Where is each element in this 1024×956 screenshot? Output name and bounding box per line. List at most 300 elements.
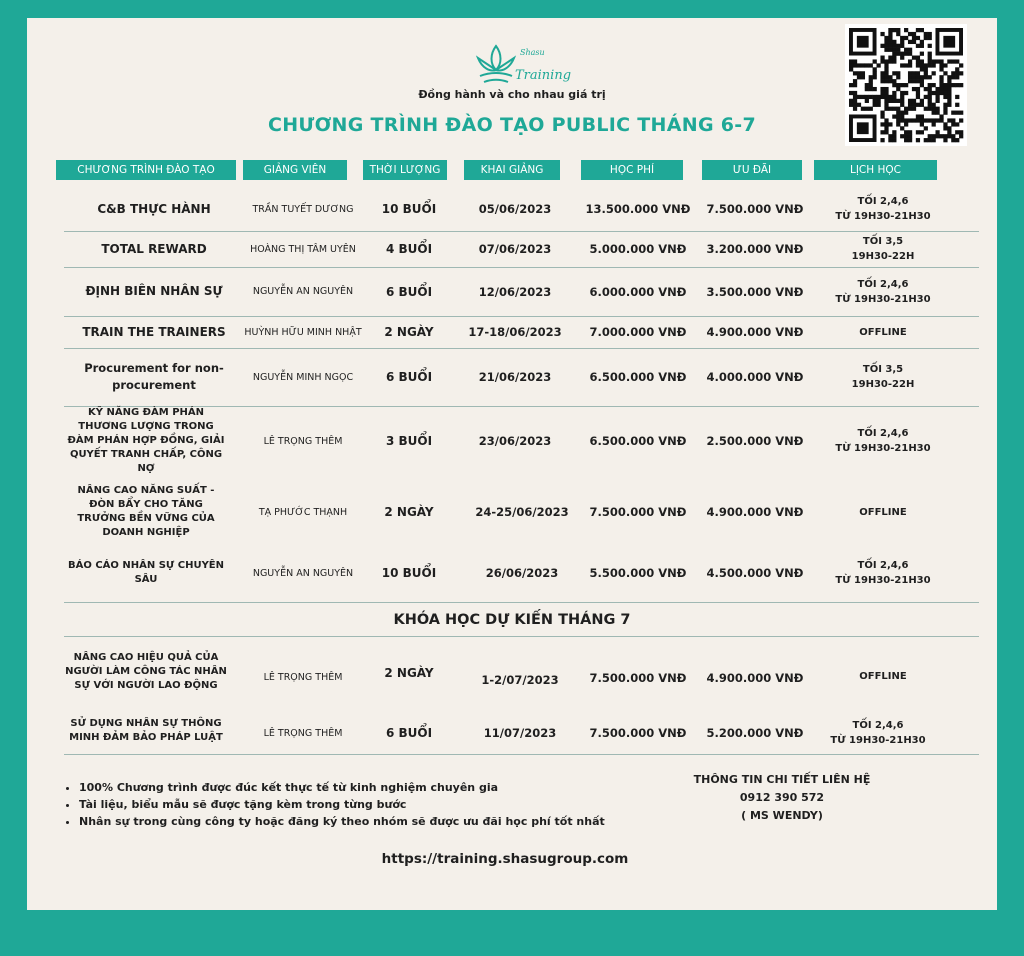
qr-module bbox=[861, 71, 865, 75]
qr-module bbox=[888, 56, 892, 60]
schedule-time: TỪ 19H30-21H30 bbox=[835, 575, 931, 586]
qr-module bbox=[928, 32, 932, 36]
list-item: • 100% Chương trình được đúc kết thực tế từ kinh nghiệm chuyên gia bbox=[79, 779, 639, 796]
qr-module bbox=[896, 71, 900, 75]
contact-phone[interactable]: 0912 390 572 bbox=[739, 791, 825, 804]
header-program: CHƯƠNG TRÌNH ĐÀO TẠO bbox=[56, 160, 236, 180]
table-row-offer: 4.000.000 VNĐ bbox=[706, 370, 804, 384]
row-divider bbox=[64, 602, 979, 603]
qr-module bbox=[924, 71, 928, 75]
qr-module bbox=[912, 36, 916, 40]
schedule-days: OFFLINE bbox=[859, 506, 907, 518]
qr-module bbox=[888, 36, 892, 40]
qr-module bbox=[873, 71, 877, 75]
qr-module bbox=[880, 75, 884, 79]
qr-module bbox=[884, 79, 888, 83]
table-row-start: 26/06/2023 bbox=[485, 566, 559, 580]
qr-module bbox=[924, 75, 928, 79]
section-title-july: KHÓA HỌC DỰ KIẾN THÁNG 7 bbox=[393, 612, 631, 628]
qr-module bbox=[955, 59, 959, 63]
qr-module bbox=[912, 71, 916, 75]
qr-module bbox=[908, 52, 912, 56]
header-schedule: LỊCH HỌC bbox=[814, 160, 937, 180]
table-row-start: 07/06/2023 bbox=[478, 242, 552, 256]
qr-module bbox=[908, 32, 912, 36]
qr-module bbox=[896, 48, 900, 52]
qr-module bbox=[904, 48, 908, 52]
qr-module bbox=[904, 107, 908, 111]
table-row-start: 05/06/2023 bbox=[478, 202, 552, 216]
table-row-schedule bbox=[817, 188, 949, 230]
table-row-lecturer: LÊ TRỌNG THÊM bbox=[263, 671, 343, 683]
header-offer: ƯU ĐÃI bbox=[702, 160, 802, 180]
schedule-time: 19H30-22H bbox=[851, 379, 915, 390]
qr-module bbox=[912, 103, 916, 107]
qr-module bbox=[935, 107, 939, 111]
qr-module bbox=[928, 63, 932, 67]
qr-module bbox=[924, 138, 928, 142]
qr-module bbox=[955, 67, 959, 71]
qr-module bbox=[916, 28, 920, 32]
qr-module bbox=[951, 75, 955, 79]
header-duration: THỜI LƯỢNG bbox=[363, 160, 447, 180]
qr-module bbox=[865, 63, 869, 67]
header-start: KHAI GIẢNG bbox=[464, 160, 560, 180]
qr-module bbox=[904, 83, 908, 87]
table-row-offer: 4.900.000 VNĐ bbox=[706, 505, 804, 519]
qr-module bbox=[912, 32, 916, 36]
table-row-fee: 13.500.000 VNĐ bbox=[585, 202, 691, 216]
table-row-duration: 3 BUỔI bbox=[385, 434, 433, 448]
qr-module bbox=[959, 63, 963, 67]
qr-module bbox=[920, 67, 924, 71]
qr-module bbox=[857, 75, 861, 79]
qr-module bbox=[943, 36, 955, 48]
table-row-fee: 7.500.000 VNĐ bbox=[589, 726, 687, 740]
qr-module bbox=[916, 56, 920, 60]
schedule-time: 19H30-22H bbox=[851, 251, 915, 262]
qr-module bbox=[904, 52, 908, 56]
qr-module bbox=[896, 107, 900, 111]
table-row-schedule bbox=[817, 710, 939, 756]
qr-module bbox=[892, 107, 896, 111]
qr-module bbox=[939, 63, 943, 67]
qr-module bbox=[900, 40, 904, 44]
table-row-lecturer: NGUYỄN AN NGUYÊN bbox=[252, 567, 354, 579]
qr-module bbox=[900, 56, 904, 60]
qr-module bbox=[873, 67, 877, 71]
qr-module bbox=[908, 79, 912, 83]
tagline: Đồng hành và cho nhau giá trị bbox=[418, 88, 606, 101]
qr-module bbox=[928, 36, 932, 40]
table-row-duration: 10 BUỔI bbox=[381, 202, 437, 216]
table-row-offer: 2.500.000 VNĐ bbox=[706, 434, 804, 448]
table-row-offer: 4.900.000 VNĐ bbox=[706, 325, 804, 339]
table-row-schedule bbox=[817, 407, 949, 475]
qr-module bbox=[853, 59, 857, 63]
qr-module bbox=[904, 28, 908, 32]
schedule-time: TỪ 19H30-21H30 bbox=[835, 443, 931, 454]
qr-module bbox=[924, 32, 928, 36]
qr-module bbox=[928, 59, 932, 63]
schedule-days: OFFLINE bbox=[859, 326, 907, 338]
logo-small-text: Shasu bbox=[520, 48, 545, 57]
qr-module bbox=[861, 63, 865, 67]
qr-module bbox=[939, 59, 943, 63]
qr-module bbox=[880, 71, 884, 75]
schedule-days: OFFLINE bbox=[859, 670, 907, 682]
qr-module bbox=[908, 71, 912, 75]
qr-module bbox=[849, 67, 853, 71]
schedule-days: TỐI 2,4,6 bbox=[852, 720, 904, 731]
qr-module bbox=[873, 103, 877, 107]
qr-module bbox=[924, 67, 928, 71]
notes-list bbox=[65, 779, 639, 830]
table-row-duration: 10 BUỔI bbox=[381, 566, 437, 580]
qr-module bbox=[912, 40, 916, 44]
table-row-offer: 3.500.000 VNĐ bbox=[706, 284, 804, 299]
qr-module bbox=[884, 40, 888, 44]
qr-module bbox=[943, 107, 947, 111]
table-row-fee: 6.500.000 VNĐ bbox=[589, 370, 687, 384]
qr-module bbox=[849, 83, 853, 87]
qr-module bbox=[869, 63, 873, 67]
qr-module bbox=[955, 103, 959, 107]
schedule-days: TỐI 2,4,6 bbox=[857, 428, 909, 439]
table-row-schedule bbox=[817, 232, 949, 266]
qr-module bbox=[943, 138, 947, 142]
table-row-fee: 7.500.000 VNĐ bbox=[589, 505, 687, 519]
qr-module bbox=[888, 48, 892, 52]
qr-module bbox=[865, 107, 869, 111]
qr-module bbox=[908, 59, 912, 63]
schedule-time: TỪ 19H30-21H30 bbox=[835, 293, 931, 305]
table-row-schedule bbox=[817, 638, 949, 714]
qr-module bbox=[849, 63, 853, 67]
table-row-schedule bbox=[817, 546, 949, 600]
table-row-lecturer: TẠ PHƯỚC THẠNH bbox=[258, 506, 348, 518]
qr-module bbox=[959, 83, 963, 87]
qr-module bbox=[892, 79, 896, 83]
table-row-duration: 2 NGÀY bbox=[384, 666, 434, 680]
table-row-name: SỬ DỤNG NHÂN SỰ THÔNG MINH ĐẢM BẢO PHÁP LUẬT bbox=[69, 718, 223, 743]
qr-module bbox=[861, 107, 865, 111]
qr-module bbox=[920, 75, 924, 79]
qr-module bbox=[849, 59, 853, 63]
qr-module bbox=[884, 75, 888, 79]
qr-module bbox=[916, 36, 920, 40]
table-row-offer: 3.200.000 VNĐ bbox=[706, 242, 804, 256]
qr-module bbox=[935, 59, 939, 63]
page-title: CHƯƠNG TRÌNH ĐÀO TẠO PUBLIC THÁNG 6-7 bbox=[267, 114, 756, 136]
qr-module bbox=[916, 75, 920, 79]
qr-module bbox=[884, 44, 888, 48]
table-row-lecturer: NGUYỄN MINH NGỌC bbox=[252, 371, 354, 383]
qr-module bbox=[904, 138, 908, 142]
qr-module bbox=[939, 83, 943, 87]
table-row-start: 1-2/07/2023 bbox=[481, 673, 559, 687]
table-row-schedule bbox=[817, 482, 949, 542]
qr-module bbox=[928, 83, 932, 87]
qr-module bbox=[908, 63, 912, 67]
schedule-days: TỐI 2,4,6 bbox=[857, 560, 909, 571]
qr-module bbox=[951, 138, 955, 142]
qr-module bbox=[869, 79, 873, 83]
qr-module bbox=[888, 138, 892, 142]
qr-module bbox=[916, 79, 920, 83]
qr-module bbox=[884, 36, 888, 40]
qr-module bbox=[892, 44, 896, 48]
table-row-lecturer: HOÀNG THỊ TÂM UYÊN bbox=[250, 243, 356, 255]
qr-module bbox=[900, 103, 904, 107]
header-lecturer: GIẢNG VIÊN bbox=[243, 160, 347, 180]
qr-module bbox=[888, 59, 892, 63]
qr-module bbox=[880, 44, 884, 48]
qr-module bbox=[884, 48, 888, 52]
qr-module bbox=[900, 44, 904, 48]
qr-module bbox=[892, 59, 896, 63]
qr-module bbox=[869, 107, 873, 111]
table-row-lecturer: LÊ TRỌNG THÊM bbox=[263, 435, 343, 447]
qr-module bbox=[916, 103, 920, 107]
table-row-offer: 5.200.000 VNĐ bbox=[706, 726, 804, 740]
table-row-start: 17-18/06/2023 bbox=[468, 325, 562, 339]
qr-module bbox=[857, 103, 861, 107]
qr-module bbox=[924, 107, 928, 111]
qr-module bbox=[908, 75, 912, 79]
qr-module bbox=[884, 71, 888, 75]
table-row-schedule bbox=[817, 349, 949, 405]
qr-module bbox=[861, 75, 865, 79]
qr-module bbox=[916, 63, 920, 67]
qr-module bbox=[947, 103, 951, 107]
qr-module bbox=[908, 107, 912, 111]
qr-module bbox=[928, 107, 932, 111]
table-row-lecturer: TRẦN TUYẾT DƯƠNG bbox=[252, 203, 354, 215]
qr-module bbox=[920, 44, 924, 48]
qr-module bbox=[912, 107, 916, 111]
qr-module bbox=[892, 71, 896, 75]
qr-module bbox=[908, 103, 912, 107]
qr-module bbox=[884, 63, 888, 67]
table-row-offer: 7.500.000 VNĐ bbox=[706, 202, 804, 216]
table-row-name: NÂNG CAO HIỆU QUẢ CỦA NGƯỜI LÀM CÔNG TÁC NHÂN SỰ VỚI NGƯỜI LAO ĐỘNG bbox=[65, 652, 227, 691]
qr-module bbox=[888, 79, 892, 83]
qr-module bbox=[857, 36, 869, 48]
qr-module bbox=[888, 44, 892, 48]
qr-module bbox=[888, 40, 892, 44]
qr-module bbox=[865, 83, 869, 87]
contact-person: ( MS WENDY) bbox=[741, 809, 823, 822]
qr-module bbox=[955, 138, 959, 142]
qr-module bbox=[888, 75, 892, 79]
qr-module bbox=[947, 75, 951, 79]
schedule-days: TỐI 2,4,6 bbox=[857, 196, 909, 207]
table-row-duration: 6 BUỔI bbox=[385, 726, 433, 740]
table-row-fee: 6.000.000 VNĐ bbox=[589, 284, 687, 299]
qr-module bbox=[920, 40, 924, 44]
qr-module bbox=[900, 52, 904, 56]
qr-module bbox=[939, 75, 943, 79]
qr-module bbox=[916, 71, 920, 75]
table-row-fee: 5.500.000 VNĐ bbox=[589, 566, 687, 580]
table-row-fee: 7.500.000 VNĐ bbox=[589, 671, 687, 685]
table-row-name: ĐỊNH BIÊN NHÂN SỰ bbox=[85, 284, 223, 298]
shasu-training-logo bbox=[472, 40, 572, 92]
table-row-start: 11/07/2023 bbox=[483, 726, 557, 740]
table-row-lecturer: LÊ TRỌNG THÊM bbox=[263, 727, 343, 739]
qr-module bbox=[928, 52, 932, 56]
qr-module bbox=[912, 56, 916, 60]
contact-heading: THÔNG TIN CHI TIẾT LIÊN HỆ bbox=[693, 773, 871, 786]
qr-module bbox=[892, 56, 896, 60]
qr-module bbox=[853, 63, 857, 67]
qr-module bbox=[959, 71, 963, 75]
table-row-offer: 4.900.000 VNĐ bbox=[706, 671, 804, 685]
qr-module bbox=[877, 103, 881, 107]
qr-module bbox=[932, 107, 936, 111]
qr-module bbox=[932, 83, 936, 87]
qr-module bbox=[932, 63, 936, 67]
table-row-name: TRAIN THE TRAINERS bbox=[82, 324, 226, 339]
qr-module bbox=[928, 103, 932, 107]
qr-module bbox=[857, 71, 861, 75]
qr-module bbox=[892, 138, 896, 142]
table-row-name: TOTAL REWARD bbox=[101, 241, 207, 256]
schedule-days: TỐI 3,5 bbox=[862, 236, 904, 247]
table-row-name: KỸ NĂNG ĐÀM PHÁN THƯƠNG LƯỢNG TRONG ĐÀM PHÁN HỢP ĐỒNG, GIẢI QUYẾT TRANH CHẤP, CÔNG NỢ bbox=[67, 407, 225, 474]
qr-module bbox=[924, 63, 928, 67]
qr-module bbox=[955, 75, 959, 79]
qr-module bbox=[884, 103, 888, 107]
qr-module bbox=[920, 28, 924, 32]
qr-module bbox=[928, 56, 932, 60]
table-row-name: Procurement for non-procurement bbox=[84, 361, 224, 392]
website-link[interactable]: https://training.shasugroup.com bbox=[381, 851, 629, 867]
qr-module bbox=[884, 67, 888, 71]
table-row-lecturer: HUỲNH HỮU MINH NHẬT bbox=[244, 326, 362, 338]
qr-module bbox=[916, 59, 920, 63]
qr-module bbox=[888, 107, 892, 111]
qr-module bbox=[880, 79, 884, 83]
qr-module bbox=[920, 59, 924, 63]
row-divider bbox=[64, 754, 979, 755]
qr-module bbox=[896, 28, 900, 32]
qr-module bbox=[904, 36, 908, 40]
table-row-start: 12/06/2023 bbox=[478, 284, 552, 299]
qr-module bbox=[943, 71, 947, 75]
qr-module bbox=[908, 40, 912, 44]
qr-module bbox=[920, 83, 924, 87]
qr-module bbox=[955, 71, 959, 75]
qr-module bbox=[920, 63, 924, 67]
qr-module bbox=[951, 83, 955, 87]
qr-module bbox=[884, 107, 888, 111]
qr-module bbox=[849, 103, 853, 107]
qr-module bbox=[951, 59, 955, 63]
poster-panel bbox=[27, 18, 997, 910]
table-row-duration: 4 BUỔI bbox=[385, 242, 433, 256]
table-row-duration: 6 BUỔI bbox=[385, 284, 433, 299]
qr-module bbox=[943, 63, 947, 67]
table-row-schedule bbox=[817, 268, 949, 315]
qr-module bbox=[880, 59, 884, 63]
schedule-time: TỪ 19H30-21H30 bbox=[830, 735, 926, 746]
qr-module bbox=[888, 32, 892, 36]
qr-module bbox=[892, 48, 896, 52]
table-row-offer: 4.500.000 VNĐ bbox=[706, 566, 804, 580]
qr-module bbox=[853, 83, 857, 87]
qr-module bbox=[920, 103, 924, 107]
qr-module bbox=[880, 138, 884, 142]
schedule-days: TỐI 3,5 bbox=[862, 364, 904, 375]
qr-module bbox=[951, 71, 955, 75]
list-item: • Tài liệu, biểu mẫu sẽ được tặng kèm trong từng bước bbox=[79, 796, 639, 813]
qr-module bbox=[916, 44, 920, 48]
qr-module bbox=[932, 59, 936, 63]
qr-module bbox=[900, 63, 904, 67]
qr-module bbox=[928, 44, 932, 48]
lotus-logo-icon bbox=[472, 40, 520, 88]
qr-module bbox=[908, 48, 912, 52]
logo-big-text: Training bbox=[515, 68, 572, 83]
qr-module bbox=[912, 75, 916, 79]
qr-module bbox=[896, 52, 900, 56]
header-fee: HỌC PHÍ bbox=[581, 160, 683, 180]
qr-module bbox=[932, 103, 936, 107]
qr-module bbox=[928, 138, 932, 142]
qr-module bbox=[947, 83, 951, 87]
table-row-start: 24-25/06/2023 bbox=[475, 505, 569, 519]
qr-module bbox=[916, 138, 920, 142]
qr-module bbox=[928, 75, 932, 79]
qr-module bbox=[892, 52, 896, 56]
qr-module bbox=[880, 32, 884, 36]
qr-module bbox=[908, 138, 912, 142]
table-row-name: NÂNG CAO NĂNG SUẤT - ĐÒN BẨY CHO TĂNG TRƯỞNG BỀN VỮNG CỦA DOANH NGHIỆP bbox=[77, 485, 215, 538]
qr-module bbox=[853, 79, 857, 83]
table-row-lecturer: NGUYỄN AN NGUYÊN bbox=[252, 286, 354, 297]
row-divider bbox=[64, 636, 979, 637]
qr-module bbox=[892, 28, 896, 32]
qr-module bbox=[873, 59, 877, 63]
list-item: • Nhân sự trong cùng công ty hoặc đăng ký theo nhóm sẽ được ưu đãi học phí tốt nhất bbox=[79, 813, 639, 830]
qr-module bbox=[924, 36, 928, 40]
qr-module bbox=[869, 75, 873, 79]
qr-module bbox=[904, 63, 908, 67]
table-row-fee: 7.000.000 VNĐ bbox=[589, 325, 687, 339]
qr-module bbox=[896, 83, 900, 87]
qr-module bbox=[884, 59, 888, 63]
table-row-fee: 5.000.000 VNĐ bbox=[589, 242, 687, 256]
qr-module bbox=[896, 75, 900, 79]
qr-module bbox=[896, 44, 900, 48]
qr-module bbox=[853, 71, 857, 75]
contact-info bbox=[667, 771, 897, 825]
qr-module bbox=[932, 71, 936, 75]
qr-module bbox=[892, 40, 896, 44]
table-row-fee: 6.500.000 VNĐ bbox=[589, 434, 687, 448]
qr-module bbox=[896, 32, 900, 36]
qr-module bbox=[947, 79, 951, 83]
qr-module bbox=[955, 83, 959, 87]
qr-module bbox=[939, 67, 943, 71]
table-row-duration: 2 NGÀY bbox=[384, 505, 434, 519]
table-row-schedule bbox=[817, 317, 949, 347]
qr-module bbox=[947, 59, 951, 63]
schedule-time: TỪ 19H30-21H30 bbox=[835, 211, 931, 222]
qr-module bbox=[877, 63, 881, 67]
